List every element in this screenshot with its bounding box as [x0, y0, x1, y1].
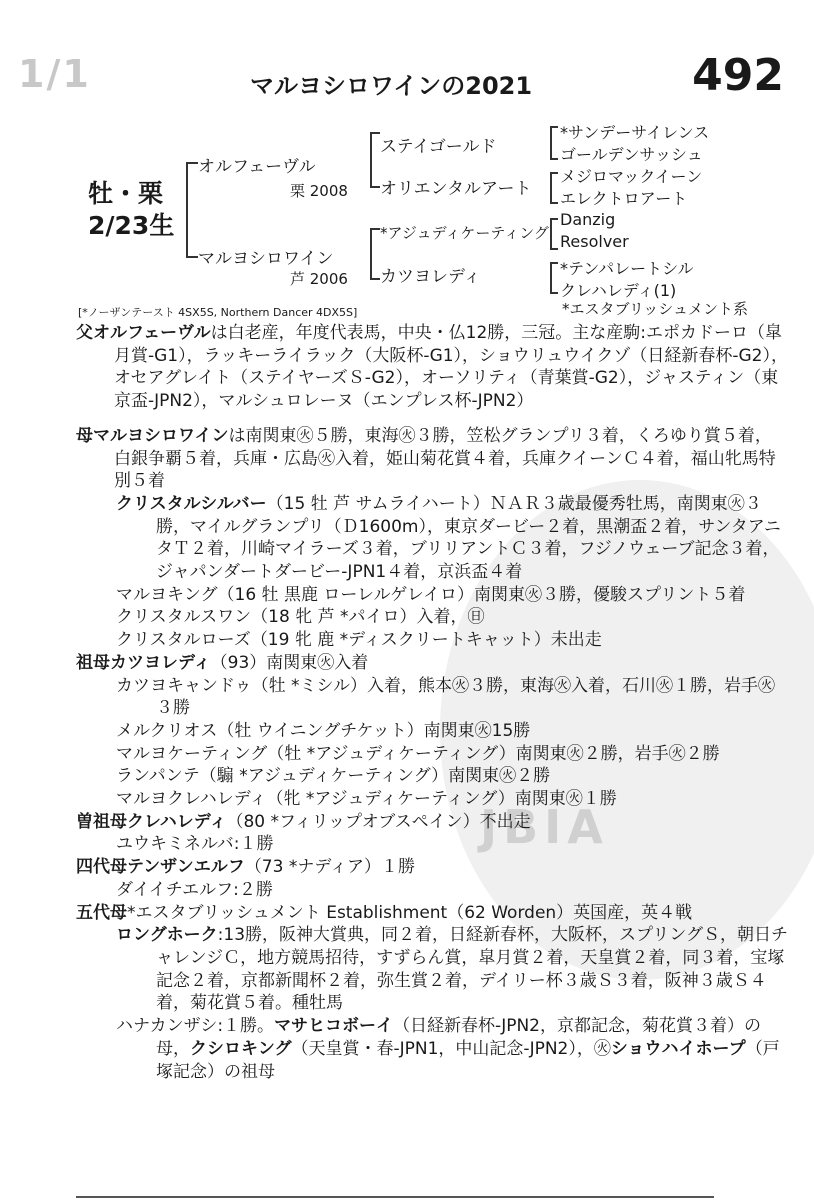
- dam-offspring-4: [76, 629, 788, 652]
- catalog-body: [76, 322, 788, 1083]
- g3-4: エレクトロアート: [560, 189, 688, 208]
- sire-sire: ステイゴールド: [380, 137, 497, 157]
- dam-offspring-1: [76, 493, 788, 584]
- offspring-text: （天皇賞・春-JPN1，中山記念-JPN2），㊋: [291, 1038, 611, 1059]
- inbreeding-note: [*ノーザンテースト 4SX5S, Northern Dancer 4DX5S]: [78, 306, 358, 319]
- dam-dam: カツヨレディ: [380, 267, 481, 287]
- birth-date: 2/23生: [88, 211, 175, 240]
- third-dam-text: （80 *フィリップオブスペイン）不出走: [226, 811, 531, 832]
- offspring-name: マルヨキング: [116, 584, 218, 605]
- sire-dam: オリエンタルアート: [380, 179, 532, 199]
- offspring-name: マサヒコボーイ: [274, 1016, 394, 1037]
- g3-6: Resolver: [560, 232, 629, 251]
- pedigree-bracket-sire: [370, 132, 380, 188]
- offspring-name: ショウハイホープ: [610, 1038, 746, 1059]
- offspring-name: ロングホーク: [116, 925, 218, 946]
- offspring-text: （戸塚記念）の祖母: [156, 1038, 780, 1082]
- offspring-text: ハナカンザシ:１勝。: [116, 1016, 275, 1037]
- dam-offspring-2: [76, 584, 788, 607]
- sire-name: オルフェーヴル: [198, 157, 316, 177]
- fourth-dam-section: [76, 856, 788, 879]
- pedigree-bracket-main: [186, 162, 198, 258]
- offspring-text: （16 牡 黒鹿 ローレルゲレイロ）南関東㊋３勝，優駿スプリント５着: [217, 584, 746, 605]
- pedigree-bracket-g3a: [550, 126, 558, 160]
- second-dam-offspring-1: カツヨキャンドゥ（牡 *ミシル）入着，熊本㊋３勝，東海㊋入着，石川㊋１勝，岩手㊋３勝: [116, 675, 776, 719]
- bottom-rule: [76, 1196, 714, 1198]
- third-dam-offspring-1: ユウキミネルバ:１勝: [116, 834, 274, 855]
- pedigree-bracket-g3b: [550, 172, 558, 204]
- offspring-text: :13勝，阪神大賞典，同２着，日経新春杯，大阪杯，スプリングＳ，朝日チャレンジＣ，地方競馬招待，すずらん賞，皐月賞２着，天皇賞２着，同３着，宝塚記念２着，京都新聞杯２着，弥生賞２着，デイリー杯３歳Ｓ３着，阪神３歳Ｓ４着，菊花賞５着。種牡馬: [156, 925, 789, 1014]
- pedigree-bracket-g3d: [550, 262, 558, 294]
- dam-text: は南関東㊋５勝，東海㊋３勝，笠松グランプリ３着，くろゆり賞５着，白銀争覇５着，兵庫・広島㊋入着，姫山菊花賞４着，兵庫クイーンＣ４着，福山牝馬特別５着: [114, 425, 776, 492]
- third-dam-label: 曽祖母クレハレディ: [76, 811, 227, 832]
- dam-name: マルヨシロワイン: [198, 249, 334, 269]
- fifth-dam-section: [76, 902, 788, 925]
- sex-color: 牡・栗: [88, 179, 164, 208]
- g3-5: Danzig: [560, 210, 616, 229]
- pedigree-bracket-g3c: [550, 218, 558, 250]
- dam-sire: *アジュディケーティング: [380, 224, 549, 242]
- dam-label: 母マルヨシロワイン: [76, 425, 229, 446]
- second-dam-offspring-4: ランパンテ（騸 *アジュディケーティング）南関東㊋２勝: [116, 766, 551, 787]
- fifth-dam-text: *エスタブリッシュメント Establishment（62 Worden）英国産，英４戦: [127, 902, 693, 923]
- page-indicator: 1/1: [18, 52, 91, 96]
- watermark-text: JBIA: [480, 800, 609, 854]
- fifth-dam-label: 五代母: [76, 902, 127, 923]
- second-dam-offspring-3: マルヨケーティング（牡 *アジュディケーティング）南関東㊋２勝，岩手㊋２勝: [116, 743, 720, 764]
- offspring-text: （日経新春杯-JPN2，京都記念，菊花賞３着）の母，: [156, 1016, 761, 1059]
- g3-3: メジロマックイーン: [560, 167, 703, 186]
- g3-7: *テンパレートシル: [560, 259, 694, 278]
- sire-section: [76, 322, 788, 413]
- second-dam-offspring-5: マルヨクレハレディ（牝 *アジュディケーティング）南関東㊋１勝: [116, 789, 617, 810]
- offspring-text: （15 牡 芦 サムライハート）ＮＡＲ３歳最優秀牡馬，南関東㊋３勝，マイルグランプリ（Ｄ1600m），東京ダービー２着，黒潮盃２着，サンタアニタＴ２着，川崎マイラーズ３着，ブリリアントＣ３着，フジノウェーブ記念３着，ジャパンダートダービー-JPN1４着，京浜盃４着: [156, 493, 781, 583]
- offspring-name: クリスタルローズ: [116, 630, 251, 651]
- dam-section: [76, 425, 788, 493]
- g3-1: *サンデーサイレンス: [560, 123, 710, 142]
- g3-2: ゴールデンサッシュ: [560, 145, 703, 164]
- fifth-dam-offspring-2: [76, 1015, 788, 1083]
- sire-text: は白老産，年度代表馬，中央・仏12勝，三冠。主な産駒:エポカドーロ（皐月賞-G1），ラッキーライラック（大阪杯-G1），ショウリュウイクゾ（日経新春杯-G2），オセアグレイト（ステイヤーズＳ-G2），オーソリティ（青葉賞-G2），ジャスティン（東京盃-JPN2），マルシュロレーヌ（エンプレス杯-JPN2）: [114, 323, 788, 412]
- fourth-dam-text: （73 *ナディア）１勝: [244, 857, 415, 878]
- family-line: *エスタブリッシュメント系: [562, 300, 749, 318]
- fourth-dam-label: 四代母テンザンエルフ: [76, 857, 245, 878]
- third-dam-section: [76, 811, 788, 834]
- page-title: マルヨシロワインの2021: [250, 72, 533, 100]
- offspring-name: クシロキング: [190, 1038, 292, 1059]
- horse-summary: [88, 178, 174, 242]
- offspring-name: クリスタルシルバー: [116, 493, 267, 514]
- second-dam-section: [76, 652, 788, 675]
- second-dam-text: （93）南関東㊋入着: [210, 652, 369, 673]
- pedigree-bracket-dam: [370, 228, 380, 280]
- offspring-text: （19 牝 鹿 *ディスクリートキャット）未出走: [250, 630, 602, 651]
- lot-number: 492: [692, 50, 784, 101]
- fourth-dam-offspring-1: ダイイチエルフ:２勝: [116, 879, 273, 900]
- dam-info: 芦 2006: [290, 270, 348, 288]
- fifth-dam-offspring-1: [76, 924, 788, 1015]
- second-dam-label: 祖母カツヨレディ: [76, 652, 211, 673]
- dam-offspring-3: [76, 606, 788, 629]
- g3-8: クレハレディ(1): [560, 281, 677, 300]
- offspring-name: クリスタルスワン: [116, 607, 252, 628]
- offspring-text: （18 牝 芦 *パイロ）入着，㊐: [251, 607, 485, 628]
- sire-info: 栗 2008: [290, 182, 348, 200]
- sire-label: 父オルフェーヴル: [76, 323, 211, 343]
- second-dam-offspring-2: メルクリオス（牡 ウイニングチケット）南関東㊋15勝: [116, 720, 531, 741]
